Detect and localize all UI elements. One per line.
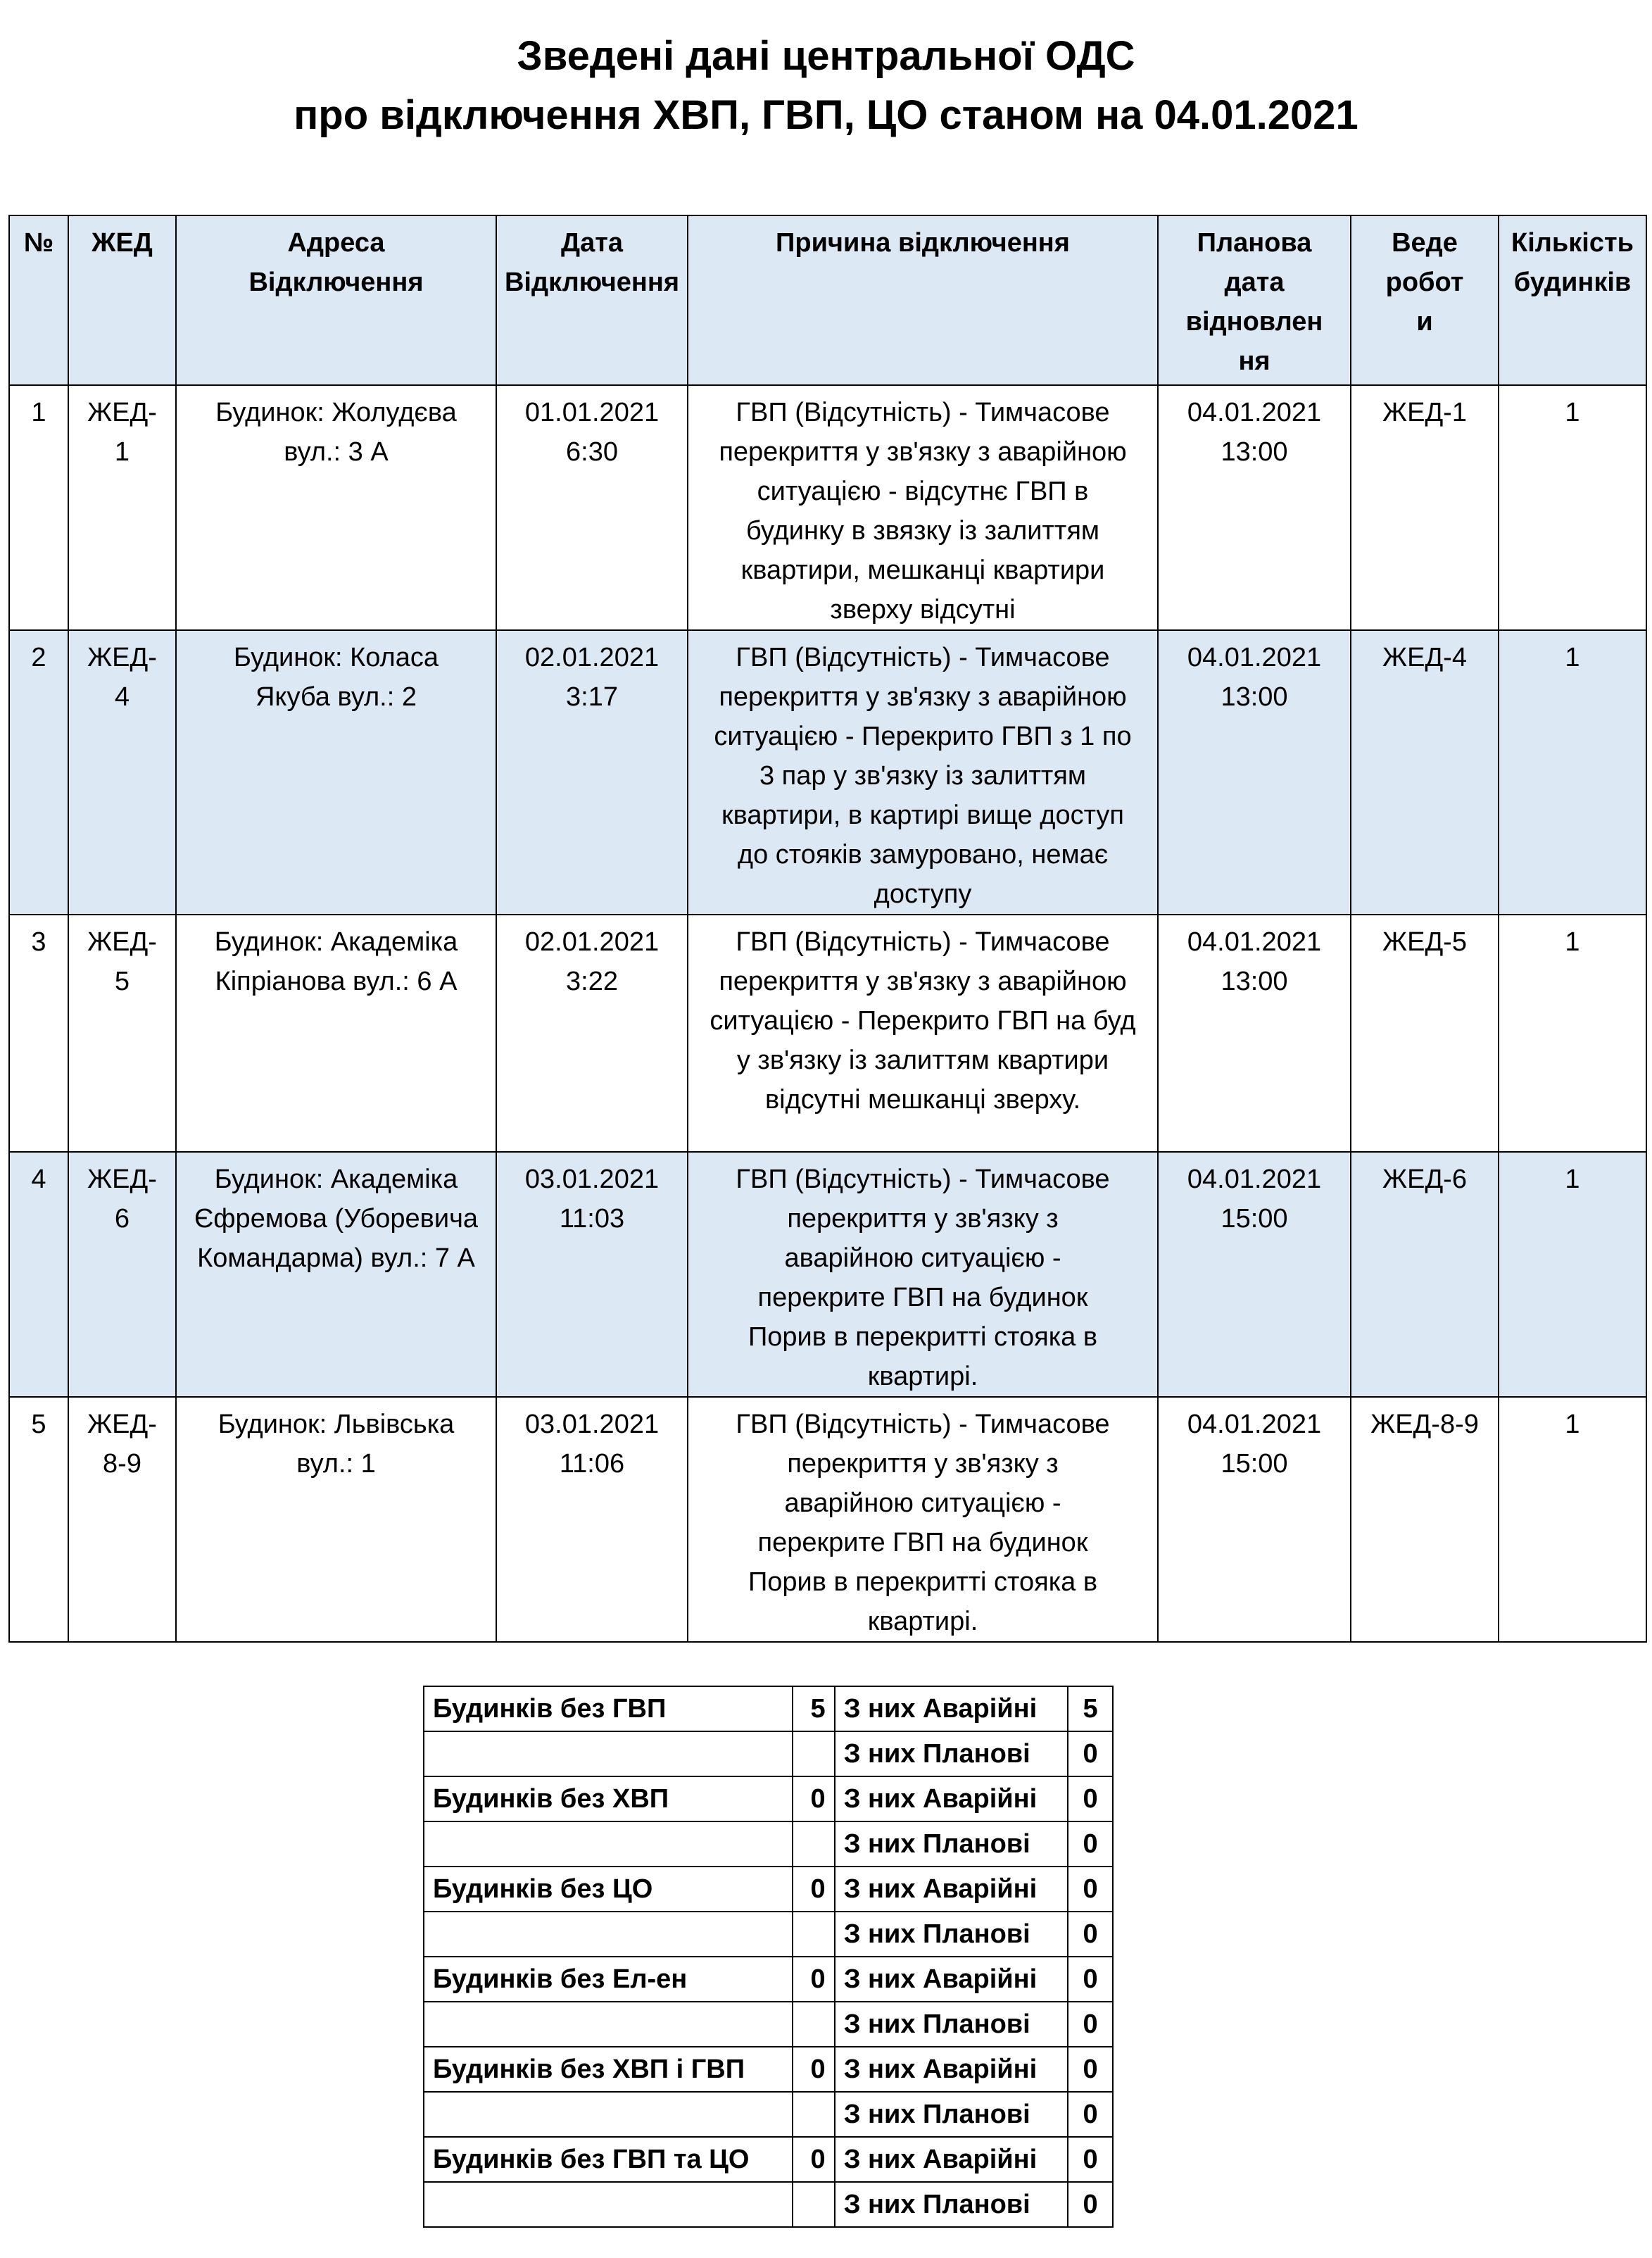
summary-planned-label: З них Планові (835, 1731, 1068, 1776)
cell-num: 2 (9, 630, 68, 915)
summary-emergency-label: З них Аварійні (835, 1867, 1068, 1912)
summary-planned-value: 0 (1068, 1731, 1113, 1776)
summary-row (424, 1821, 1113, 1867)
outages-table (8, 215, 1647, 1643)
cell-zhed: ЖЕД-6 (68, 1152, 176, 1397)
cell-reason: ГВП (Відсутність) - Тимчасове перекриття у зв'язку з аварійною ситуацією - перекрите ГВП на будинок Порив в перекритті стояка в квартирі. (688, 1152, 1158, 1397)
cell-address: Будинок: Коласа Якуба вул.: 2 (176, 630, 496, 915)
summary-row (424, 2137, 1113, 2182)
cell-performer: ЖЕД-5 (1351, 915, 1499, 1152)
cell-reason: ГВП (Відсутність) - Тимчасове перекриття у зв'язку з аварійною ситуацією - відсутнє ГВП в будинку в звязку із залиттям квартири, мешканці квартири зверху відсутні (688, 385, 1158, 630)
header-count: Кількість будинків (1499, 215, 1646, 385)
title-line-1: Зведені дані центральної ОДС (517, 33, 1135, 79)
cell-address: Будинок: Академіка Єфремова (Уборевича Командарма) вул.: 7 А (176, 1152, 496, 1397)
summary-planned-label: З них Планові (835, 2002, 1068, 2047)
header-date-off: Дата Відключення (496, 215, 688, 385)
header-row (9, 215, 1646, 385)
summary-planned-value: 0 (1068, 2092, 1113, 2137)
summary-row (424, 2002, 1113, 2047)
summary-row (424, 1867, 1113, 1912)
summary-row (424, 1776, 1113, 1821)
summary-label: Будинків без ГВП та ЦО (424, 2137, 793, 2182)
summary-empty-cell (424, 1821, 793, 1867)
summary-empty-cell (424, 2092, 793, 2137)
cell-zhed: ЖЕД-1 (68, 385, 176, 630)
summary-empty-cell (793, 2092, 835, 2137)
table-row (9, 1397, 1646, 1642)
cell-zhed: ЖЕД-5 (68, 915, 176, 1152)
cell-num: 1 (9, 385, 68, 630)
summary-row (424, 1912, 1113, 1957)
cell-date-restore: 04.01.2021 15:00 (1158, 1397, 1351, 1642)
summary-row (424, 1686, 1113, 1731)
summary-emergency-label: З них Аварійні (835, 1776, 1068, 1821)
cell-address: Будинок: Львівська вул.: 1 (176, 1397, 496, 1642)
cell-date-off: 03.01.2021 11:06 (496, 1397, 688, 1642)
cell-address: Будинок: Жолудєва вул.: 3 А (176, 385, 496, 630)
cell-performer: ЖЕД-8-9 (1351, 1397, 1499, 1642)
summary-row (424, 2047, 1113, 2092)
summary-empty-cell (424, 1912, 793, 1957)
summary-total: 0 (793, 1867, 835, 1912)
cell-zhed: ЖЕД-8-9 (68, 1397, 176, 1642)
summary-row (424, 1731, 1113, 1776)
summary-planned-label: З них Планові (835, 1821, 1068, 1867)
summary-emergency-value: 0 (1068, 2137, 1113, 2182)
cell-date-restore: 04.01.2021 13:00 (1158, 385, 1351, 630)
cell-performer: ЖЕД-6 (1351, 1152, 1499, 1397)
summary-emergency-label: З них Аварійні (835, 1686, 1068, 1731)
header-num: № (9, 215, 68, 385)
summary-table (423, 1686, 1114, 2228)
cell-date-off: 03.01.2021 11:03 (496, 1152, 688, 1397)
cell-date-restore: 04.01.2021 13:00 (1158, 630, 1351, 915)
cell-address: Будинок: Академіка Кіпріанова вул.: 6 А (176, 915, 496, 1152)
summary-emergency-label: З них Аварійні (835, 1957, 1068, 2002)
summary-label: Будинків без Ел-ен (424, 1957, 793, 2002)
cell-num: 3 (9, 915, 68, 1152)
header-reason: Причина відключення (688, 215, 1158, 385)
summary-empty-cell (424, 2182, 793, 2227)
table-row (9, 630, 1646, 915)
summary-label: Будинків без ХВП і ГВП (424, 2047, 793, 2092)
cell-date-off: 02.01.2021 3:22 (496, 915, 688, 1152)
summary-empty-cell (793, 2002, 835, 2047)
summary-planned-value: 0 (1068, 2182, 1113, 2227)
header-address: Адреса Відключення (176, 215, 496, 385)
cell-num: 5 (9, 1397, 68, 1642)
cell-performer: ЖЕД-4 (1351, 630, 1499, 915)
cell-date-off: 02.01.2021 3:17 (496, 630, 688, 915)
header-date-restore: Планова дата відновлення (1158, 215, 1351, 385)
summary-total: 0 (793, 1776, 835, 1821)
summary-row (424, 2182, 1113, 2227)
summary-empty-cell (793, 1912, 835, 1957)
header-performer: Веде роботи (1351, 215, 1499, 385)
summary-row (424, 2092, 1113, 2137)
cell-date-off: 01.01.2021 6:30 (496, 385, 688, 630)
summary-label: Будинків без ГВП (424, 1686, 793, 1731)
summary-label: Будинків без ХВП (424, 1776, 793, 1821)
cell-count: 1 (1499, 915, 1646, 1152)
summary-emergency-value: 0 (1068, 1867, 1113, 1912)
summary-empty-cell (793, 1731, 835, 1776)
summary-emergency-value: 0 (1068, 2047, 1113, 2092)
summary-emergency-value: 0 (1068, 1957, 1113, 2002)
summary-planned-label: З них Планові (835, 2092, 1068, 2137)
cell-count: 1 (1499, 630, 1646, 915)
cell-reason: ГВП (Відсутність) - Тимчасове перекриття у зв'язку з аварійною ситуацією - Перекрито ГВП на буд у зв'язку із залиттям квартири відсутні мешканці зверху. (688, 915, 1158, 1152)
cell-count: 1 (1499, 1397, 1646, 1642)
summary-label: Будинків без ЦО (424, 1867, 793, 1912)
summary-planned-label: З них Планові (835, 2182, 1068, 2227)
summary-empty-cell (793, 1821, 835, 1867)
summary-emergency-label: З них Аварійні (835, 2137, 1068, 2182)
summary-emergency-label: З них Аварійні (835, 2047, 1068, 2092)
cell-reason: ГВП (Відсутність) - Тимчасове перекриття у зв'язку з аварійною ситуацією - перекрите ГВП на будинок Порив в перекритті стояка в квартирі. (688, 1397, 1158, 1642)
summary-planned-value: 0 (1068, 1912, 1113, 1957)
table-row (9, 1152, 1646, 1397)
summary-emergency-value: 0 (1068, 1776, 1113, 1821)
cell-count: 1 (1499, 1152, 1646, 1397)
summary-empty-cell (424, 1731, 793, 1776)
summary-total: 5 (793, 1686, 835, 1731)
summary-planned-label: З них Планові (835, 1912, 1068, 1957)
table-row (9, 915, 1646, 1152)
cell-count: 1 (1499, 385, 1646, 630)
cell-reason: ГВП (Відсутність) - Тимчасове перекриття у зв'язку з аварійною ситуацією - Перекрито ГВП з 1 по 3 пар у зв'язку із залиттям квартири, в картирі вище доступ до стояків замуровано, немає доступу (688, 630, 1158, 915)
summary-empty-cell (424, 2002, 793, 2047)
summary-emergency-value: 5 (1068, 1686, 1113, 1731)
table-row (9, 385, 1646, 630)
summary-planned-value: 0 (1068, 1821, 1113, 1867)
summary-row (424, 1957, 1113, 2002)
cell-zhed: ЖЕД-4 (68, 630, 176, 915)
title-line-2: про відключення ХВП, ГВП, ЦО станом на 04.01.2021 (294, 92, 1358, 138)
summary-total: 0 (793, 2137, 835, 2182)
summary-planned-value: 0 (1068, 2002, 1113, 2047)
cell-performer: ЖЕД-1 (1351, 385, 1499, 630)
cell-date-restore: 04.01.2021 13:00 (1158, 915, 1351, 1152)
cell-num: 4 (9, 1152, 68, 1397)
header-zhed: ЖЕД (68, 215, 176, 385)
summary-empty-cell (793, 2182, 835, 2227)
cell-date-restore: 04.01.2021 15:00 (1158, 1152, 1351, 1397)
summary-total: 0 (793, 1957, 835, 2002)
page-title (0, 27, 1652, 145)
summary-total: 0 (793, 2047, 835, 2092)
